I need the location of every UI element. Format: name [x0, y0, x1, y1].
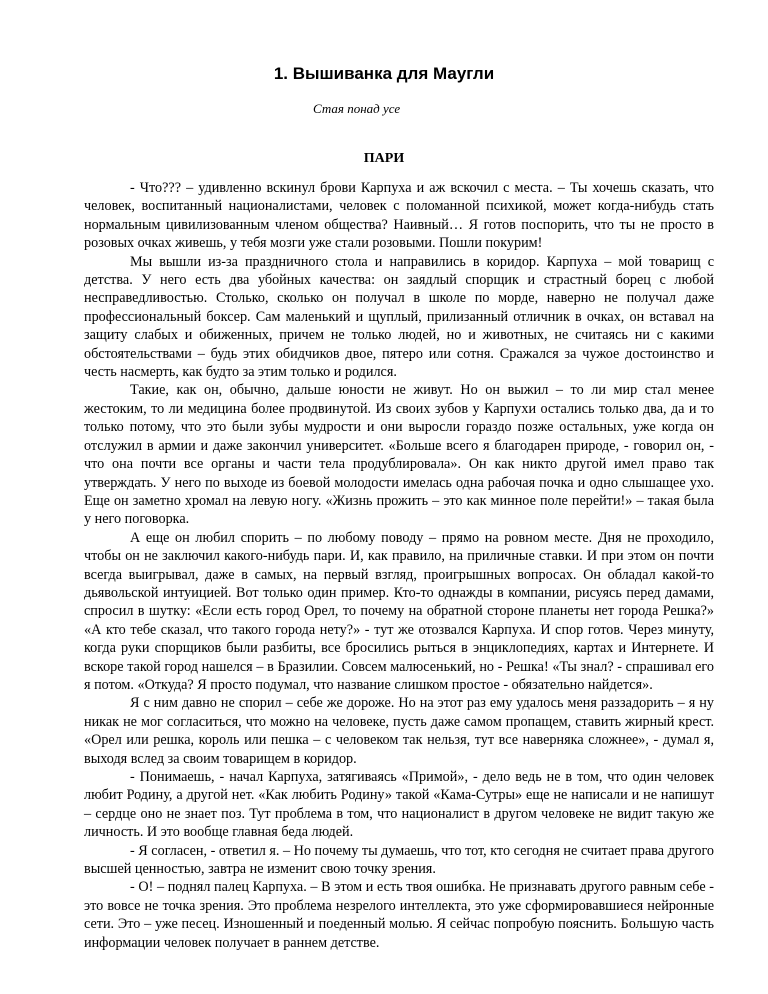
paragraph: Мы вышли из-за праздничного стола и направились в коридор. Карпуха – мой товарищ с детства. У него есть два убойных качества: он заядлый спорщик и страстный борец с любой несправедливостью. Столько, сколько он получал в школе по морде, наверно не получал даже профессиональный боксер. Сам маленький и щуплый, прилизанный отличник в очках, он вставал на защиту слабых и обиженных, причем не только людей, но и животных, не считаясь ни с какими обстоятельствами – будь этих обидчиков двое, пятеро или сотня. Сражался за чужое достоинство и честь насмерть, как будто за этим только и родился. — [84, 253, 714, 381]
paragraph: - О! – поднял палец Карпуха. – В этом и есть твоя ошибка. Не признавать другого равным себе - это вовсе не точка зрения. Это проблема незрелого интеллекта, это уже сформировавшиеся нейронные сети. Это – уже песец. Изношенный и поеденный молью. Я сейчас попробую пояснить. Большую часть информации человек получает в раннем детстве. — [84, 879, 714, 951]
paragraph: Такие, как он, обычно, дальше юности не живут. Но он выжил – то ли мир стал менее жестоким, то ли медицина более продвинутой. Из своих зубов у Карпухи остались только два, да и то только потому, что это были зубы мудрости и они выросли гораздо позже остальных, уже когда он отслужил в армии и даже закончил университет. «Больше всего я благодарен природе, - говорил он, - что она почти все органы и части тела продублировала». Он как никто другой имел право так утверждать. У него по выходе из боевой молодости имелась одна рабочая почка и одно слышащее ухо. Еще он заметно хромал на левую ногу. «Жизнь прожить – это как минное поле перейти!» – такая была у него поговорка. — [84, 382, 714, 528]
section-heading: ПАРИ — [363, 151, 405, 166]
paragraph: А еще он любил спорить – по любому поводу – прямо на ровном месте. Дня не проходило, чтобы он не заключил какого-нибудь пари. И, как правило, на приличные ставки. И при этом он почти всегда выигрывал, даже в самых, на первый взгляд, проигрышных вопросах. Он обладал какой-то дьявольской интуицией. Вот только один пример. Кто-то однажды в компании, рисуясь перед дамами, спросил в шутку: «Если есть город Орел, то почему на обратной стороне планеты нет города Решка?» «А кто тебе сказал, что такого города нету?» - тут же отозвался Карпуха. И спор готов. Через минуту, когда руки спорщиков были разбиты, все бросились рыться в энциклопедиях, картах и Интернете. И вскоре такой город нашелся – в Бразилии. Совсем малюсенький, но - Решка! «Ты знал? - спрашивал его я потом. «Откуда? Я просто подумал, что название слишком простое - обязательно найдется». — [84, 529, 714, 693]
paragraph: - Я согласен, - ответил я. – Но почему ты думаешь, что тот, кто сегодня не считает права другого высшей ценностью, завтра не изменит свою точку зрения. — [84, 842, 714, 878]
paragraph: - Понимаешь, - начал Карпуха, затягиваясь «Примой», - дело ведь не в том, что один человек любит Родину, а другой нет. «Как любить Родину» такой «Кама-Сутры» еще не написали и не напишут – сердце оно не знает поз. Тут проблема в том, что националист в другом человеке не видит такую же личность. И это вообще главная беда людей. — [84, 769, 714, 841]
chapter-title: 1. Вышиванка для Маугли — [273, 64, 495, 83]
paragraph: Я с ним давно не спорил – себе же дороже. Но на этот раз ему удалось меня раззадорить – я ну никак не мог согласиться, что можно на человеке, пусть даже самом пропащем, ставить жирный крест. «Орел или решка, король или пешка – с человеком так нельзя, тут все наверняка сложнее», - думал я, выходя вслед за своим товарищем в коридор. — [84, 695, 714, 767]
body-text — [84, 179, 714, 952]
epigraph: Стая понад усе — [313, 101, 401, 116]
paragraph: - Что??? – удивленно вскинул брови Карпуха и аж вскочил с места. – Ты хочешь сказать, что человек, воспитанный националистами, человек с поломанной психикой, может когда-нибудь стать нормальным цивилизованным членом общества? Наивный… Я готов поспорить, что ты не просто в розовых очках живешь, у тебя мозги уже стали розовыми. Пошли покурим! — [84, 180, 714, 252]
